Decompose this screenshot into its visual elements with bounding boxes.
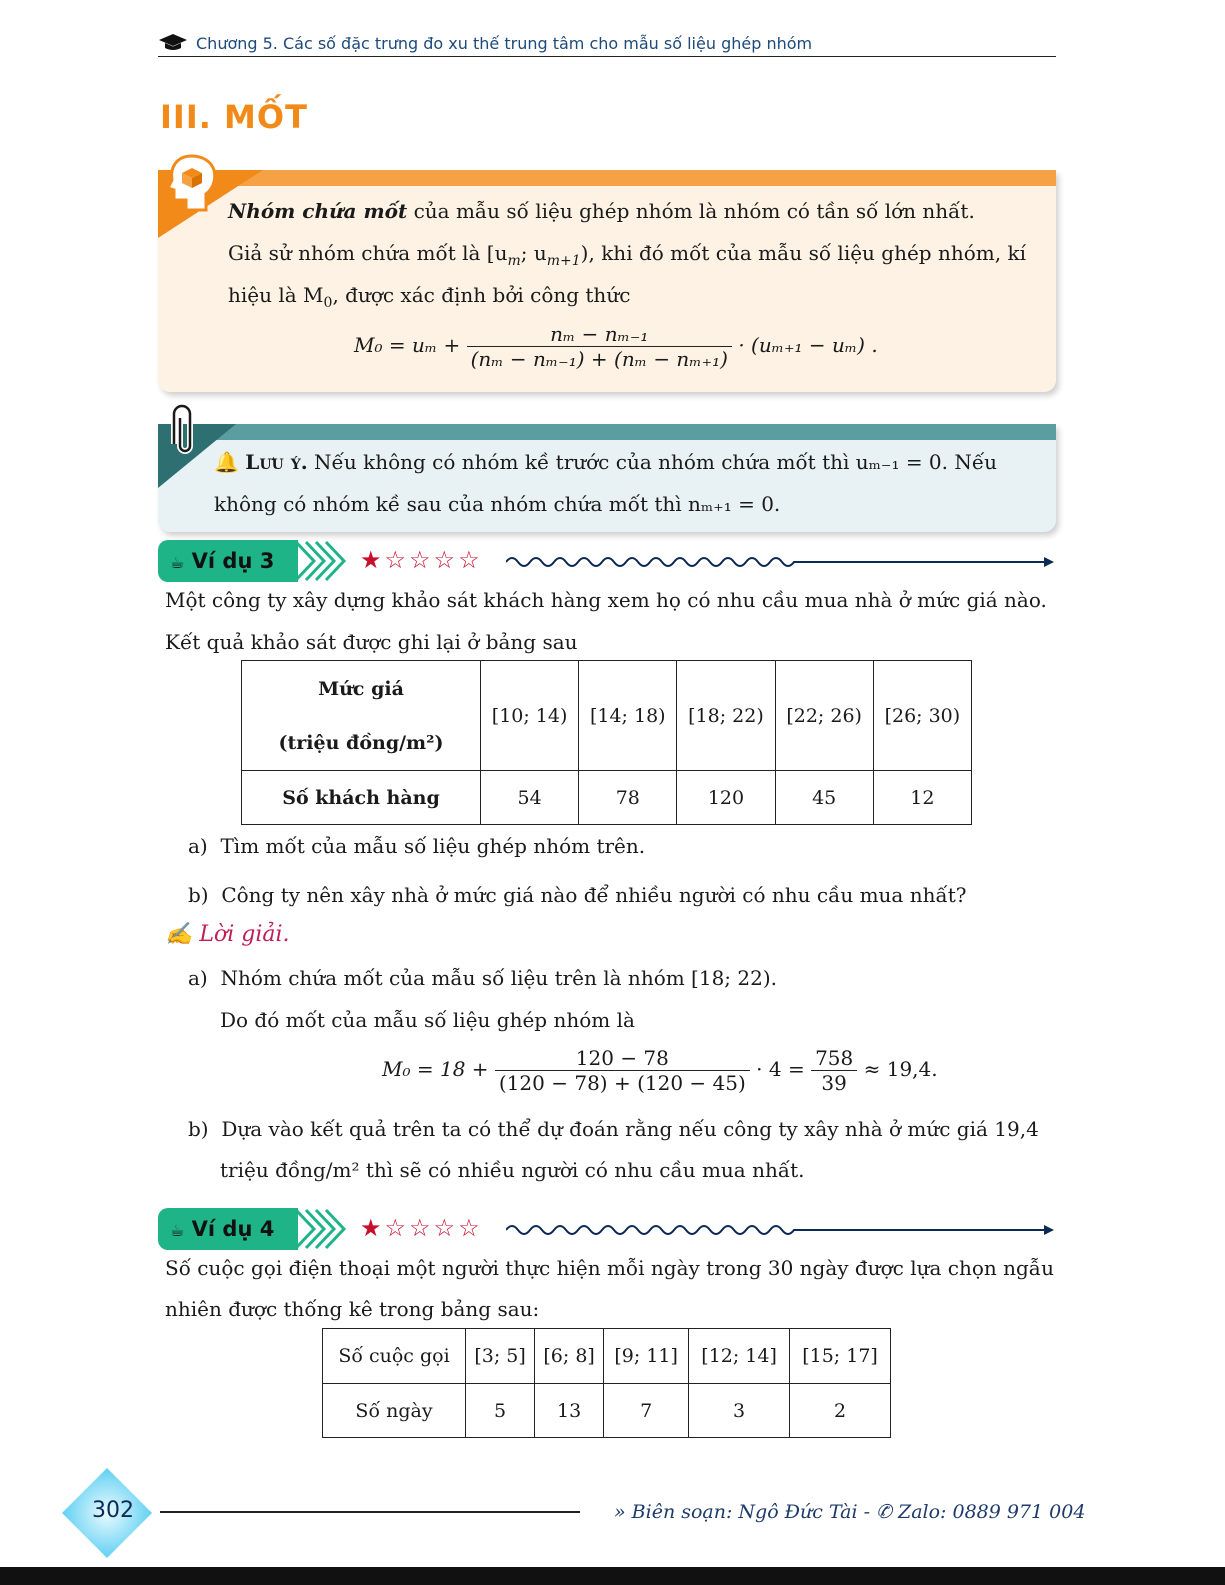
table-cell: 12 [873, 771, 971, 825]
definition-line-2-a: Giả sử nhóm chứa mốt là [u [228, 241, 508, 265]
wave-arrow-decoration [506, 1220, 1056, 1240]
definition-line-3: hiệu là $M_0$, được xác định bởi công thức [228, 283, 631, 311]
table-header-price [242, 661, 481, 771]
table-cell: 120 [677, 771, 775, 825]
question-b-text: Công ty nên xây nhà ở mức giá nào để nhiều người có nhu cầu mua nhất? [221, 883, 967, 907]
computation-fraction [495, 1046, 750, 1095]
chevrons-decoration [294, 540, 354, 582]
computation-numerator: 120 − 78 [495, 1046, 750, 1071]
example-3-badge-label: Ví dụ 3 [191, 549, 275, 573]
table-cell: [10; 14) [481, 661, 579, 771]
solution-b-text: Dựa vào kết quả trên ta có thể dự đoán rằng nếu công ty xây nhà ở mức giá 19,4 [221, 1117, 1039, 1141]
star-filled-icon: ★ [360, 1214, 385, 1242]
mode-computation [382, 1046, 938, 1095]
table-row [323, 1384, 891, 1438]
definition-line-2-b: ; u [520, 241, 547, 265]
star-empty-icon: ☆☆☆☆ [384, 546, 483, 574]
computation-middle: · 4 = [756, 1057, 805, 1081]
footer-author: » Biên soạn: Ngô Đức Tài - ✆ Zalo: 0889 971 004 [614, 1501, 1086, 1523]
coffee-cup-icon: ☕ [170, 553, 185, 572]
chevrons-decoration [294, 1208, 354, 1250]
example-3-text-1: Một công ty xây dựng khảo sát khách hàng xem họ có nhu cầu mua nhà ở mức giá nào. [165, 588, 1047, 612]
table-cell: [6; 8] [535, 1329, 604, 1384]
definition-line-1 [228, 199, 975, 223]
table-cell: 2 [790, 1384, 891, 1438]
bottom-bar [0, 1567, 1225, 1585]
example-4-badge [158, 1208, 298, 1250]
table-header-days: Số ngày [323, 1384, 466, 1438]
definition-top-bar [158, 170, 1056, 186]
computation-result-fraction [811, 1046, 857, 1095]
pencil-icon: ✍ [165, 922, 193, 947]
table-cell: 45 [775, 771, 873, 825]
difficulty-stars [360, 1214, 483, 1242]
definition-line-2-c: ), khi đó mốt của mẫu số liệu ghép nhóm, kí [580, 241, 1026, 265]
example-4-badge-label: Ví dụ 4 [191, 1217, 275, 1241]
example-3-table [241, 660, 972, 825]
table-cell: 5 [466, 1384, 535, 1438]
example-3-text-2: Kết quả khảo sát được ghi lại ở bảng sau [165, 630, 578, 654]
mode-formula-rhs: · (uₘ₊₁ − uₘ) . [738, 333, 878, 357]
example-4-text-1: Số cuộc gọi điện thoại một người thực hiện mỗi ngày trong 30 ngày được lựa chọn ngẫu [165, 1256, 1054, 1280]
question-b-label: b) [188, 883, 209, 907]
solution-a-line-1 [188, 966, 777, 990]
table-cell: 54 [481, 771, 579, 825]
example-3-header [158, 540, 1058, 584]
paperclip-icon [168, 404, 196, 456]
question-a [188, 834, 645, 858]
mode-formula [354, 322, 878, 371]
example-3-badge [158, 540, 298, 582]
table-cell: [14; 18) [579, 661, 677, 771]
section-title: III. MỐT [160, 98, 308, 136]
example-4-text-2: nhiên được thống kê trong bảng sau: [165, 1297, 540, 1321]
question-b [188, 883, 966, 907]
definition-line-1-text: của mẫu số liệu ghép nhóm là nhóm có tần số lớn nhất. [407, 199, 975, 223]
chapter-title: Chương 5. Các số đặc trưng đo xu thế trung tâm cho mẫu số liệu ghép nhóm [196, 34, 813, 53]
difficulty-stars [360, 546, 483, 574]
definition-line-3-a: hiệu là M [228, 283, 324, 307]
note-label: Lưu ý. [245, 450, 308, 474]
star-empty-icon: ☆☆☆☆ [384, 1214, 483, 1242]
solution-heading [165, 922, 290, 947]
head-idea-icon [164, 152, 220, 212]
table-cell: 13 [535, 1384, 604, 1438]
solution-a-label: a) [188, 966, 208, 990]
mode-formula-denominator: (nₘ − nₘ₋₁) + (nₘ − nₘ₊₁) [470, 347, 728, 371]
chapter-header [158, 30, 1056, 57]
table-cell: 3 [689, 1384, 790, 1438]
price-label: Mức giá [318, 677, 404, 700]
table-cell: 78 [579, 771, 677, 825]
solution-b-line-2: triệu đồng/m² thì sẽ có nhiều người có nhu cầu mua nhất. [220, 1158, 805, 1182]
computation-approx: ≈ 19,4. [863, 1057, 938, 1081]
solution-b-label: b) [188, 1117, 209, 1141]
note-line-1 [214, 450, 997, 474]
table-row [242, 661, 972, 771]
table-row [242, 771, 972, 825]
solution-label: Lời giải. [199, 922, 290, 947]
solution-a-line-2: Do đó mốt của mẫu số liệu ghép nhóm là [220, 1008, 635, 1032]
solution-a-text: Nhóm chứa mốt của mẫu số liệu trên là nhóm [18; 22). [220, 966, 778, 990]
note-top-bar [158, 424, 1056, 440]
question-a-label: a) [188, 834, 208, 858]
table-cell: [12; 14] [689, 1329, 790, 1384]
table-cell: [18; 22) [677, 661, 775, 771]
result-numerator: 758 [811, 1046, 857, 1071]
mode-formula-fraction [467, 322, 732, 371]
solution-b-line-1 [188, 1117, 1039, 1141]
mode-formula-lhs: M₀ = uₘ + [354, 333, 461, 357]
coffee-cup-icon: ☕ [170, 1221, 185, 1240]
bell-icon: 🔔 [214, 450, 239, 474]
computation-denominator: (120 − 78) + (120 − 45) [498, 1071, 746, 1095]
table-cell: [3; 5] [466, 1329, 535, 1384]
price-unit-label: (triệu đồng/m²) [278, 731, 444, 754]
definition-line-2: Giả sử nhóm chứa mốt là [$u_m$; $u_{m+1}$), khi đó mốt của mẫu số liệu ghép nhóm, kí [228, 241, 1026, 269]
wave-arrow-decoration [506, 552, 1056, 572]
footer-rule [160, 1511, 580, 1513]
table-header-calls: Số cuộc gọi [323, 1329, 466, 1384]
star-filled-icon: ★ [360, 546, 385, 574]
definition-line-3-b: , được xác định bởi công thức [332, 283, 631, 307]
table-cell: [22; 26) [775, 661, 873, 771]
note-line-2: không có nhóm kề sau của nhóm chứa mốt thì nₘ₊₁ = 0. [214, 492, 781, 516]
definition-term: Nhóm chứa mốt [228, 199, 408, 223]
graduation-cap-icon [158, 32, 188, 56]
table-cell: 7 [604, 1384, 689, 1438]
result-denominator: 39 [821, 1071, 847, 1095]
page-number: 302 [92, 1498, 134, 1523]
note-line-1-text: Nếu không có nhóm kề trước của nhóm chứa mốt thì uₘ₋₁ = 0. Nếu [314, 450, 998, 474]
table-cell: [15; 17] [790, 1329, 891, 1384]
example-4-table [322, 1328, 891, 1438]
example-4-header [158, 1208, 1058, 1252]
table-cell: [26; 30) [873, 661, 971, 771]
mode-formula-numerator: nₘ − nₘ₋₁ [467, 322, 732, 347]
table-header-customers: Số khách hàng [242, 771, 481, 825]
computation-lhs: M₀ = 18 + [382, 1057, 489, 1081]
question-a-text: Tìm mốt của mẫu số liệu ghép nhóm trên. [220, 834, 646, 858]
table-cell: [9; 11] [604, 1329, 689, 1384]
table-row [323, 1329, 891, 1384]
